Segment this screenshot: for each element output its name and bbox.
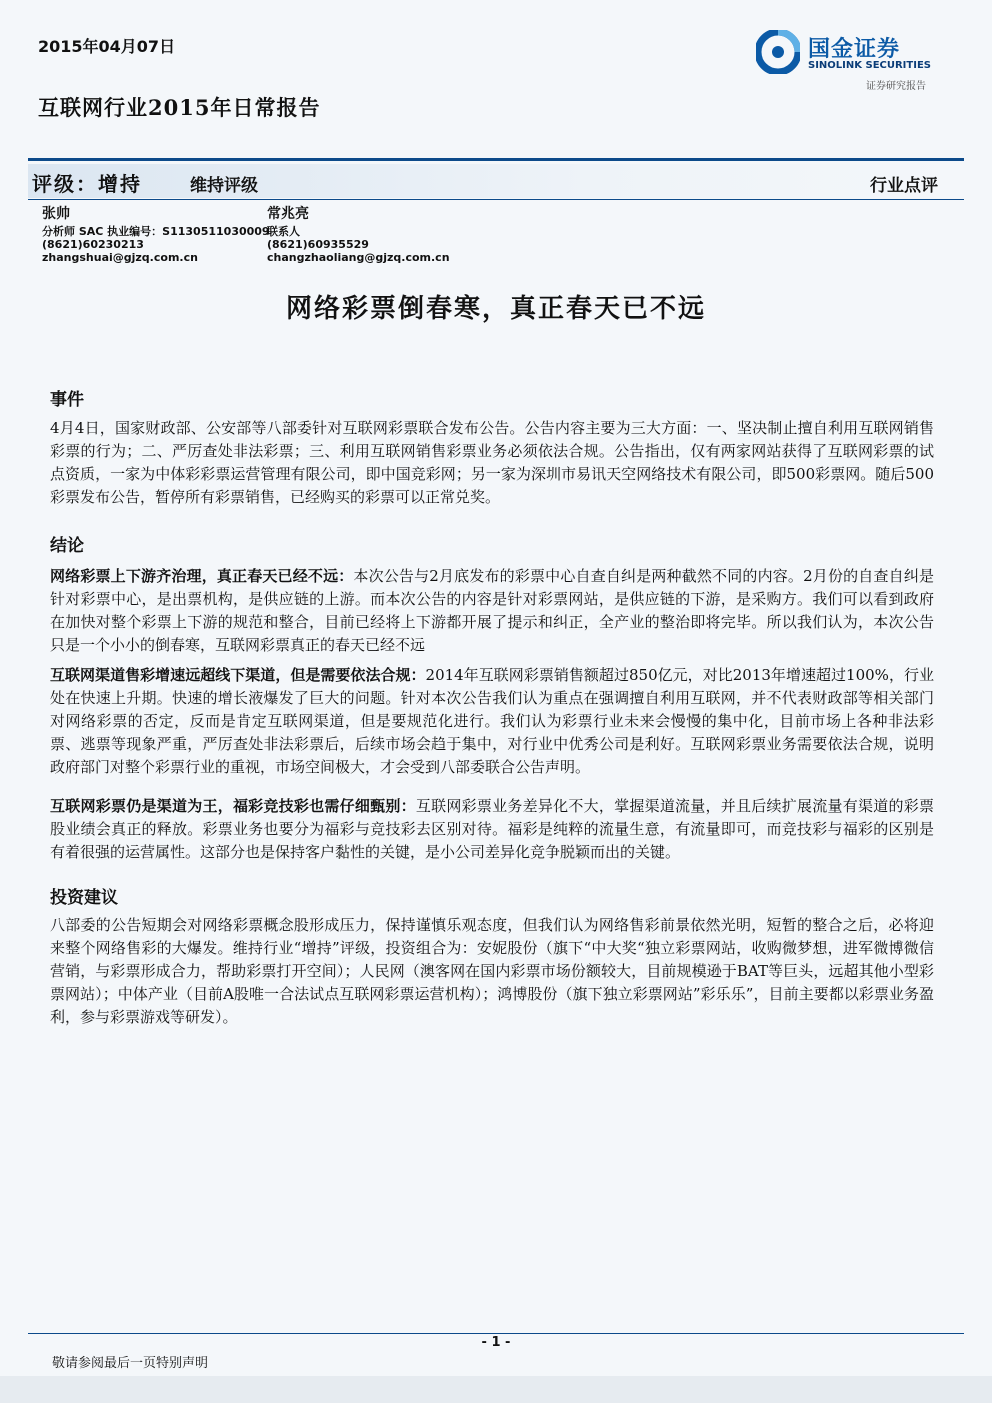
- contact-name: 常兆亮: [267, 206, 309, 222]
- analyst-phone: (8621)60230213: [42, 238, 144, 251]
- report-type: 行业点评: [870, 176, 938, 196]
- conclusion-2-text: 2014年互联网彩票销售额超过850亿元，对比2013年增速超过100%，行业处在快速上升期。快速的增长液爆发了巨大的问题。针对本次公告我们认为重点在强调擅自利用互联网，并不代表财政部等相关部门对网络彩票的否定，反而是肯定互联网渠道，但是要规范化进行。我们认为彩票行业未来会慢慢的集中化，目前市场上各种非法彩票、逃票等现象严重，严厉查处非法彩票后，后续市场会趋于集中，对行业中优秀公司是利好。互联网彩票业务需要依法合规，说明政府部门对整个彩票行业的重视，市场空间极大，才会受到八部委联合公告声明。: [50, 666, 934, 776]
- conclusion-paragraph-2: [50, 664, 934, 779]
- section-title-advice: 投资建议: [50, 888, 118, 908]
- contact-role: 联系人: [267, 225, 300, 238]
- footer-rule: [28, 1333, 964, 1334]
- logo-cn-text: 国金证券: [808, 37, 901, 62]
- section-title-event: 事件: [50, 390, 84, 410]
- rating-maintain: 维持评级: [190, 176, 258, 196]
- footer-disclaimer: 敬请参阅最后一页特别声明: [52, 1356, 209, 1371]
- conclusion-paragraph-3: [50, 795, 934, 864]
- mid-rule: [28, 199, 964, 200]
- footer-band: [0, 1376, 992, 1403]
- analyst-name: 张帅: [42, 206, 70, 222]
- report-date: 2015年04月07日: [38, 37, 176, 56]
- conclusion-1-lead: 网络彩票上下游齐治理，真正春天已经不远：: [50, 567, 354, 585]
- rating-bar: [28, 164, 964, 198]
- rating-label: 评级：增持: [32, 172, 142, 196]
- report-title: 互联网行业2015年日常报告: [38, 95, 321, 120]
- contact-email: changzhaoliang@gjzq.com.cn: [267, 251, 450, 264]
- contact-phone: (8621)60935529: [267, 238, 369, 251]
- advice-paragraph: 八部委的公告短期会对网络彩票概念股形成压力，保持谨慎乐观态度，但我们认为网络售彩前景依然光明，短暂的整合之后，必将迎来整个网络售彩的大爆发。维持行业“增持”评级，投资组合为：安妮股份（旗下“中大奖“独立彩票网站，收购微梦想，进军微博微信营销，与彩票形成合力，帮助彩票打开空间）；人民网（澳客网在国内彩票市场份额较大，目前规模逊于BAT等巨头，远超其他小型彩票网站）；中体产业（目前A股唯一合法试点互联网彩票运营机构）；鸿博股份（旗下独立彩票网站”彩乐乐”，目前主要都以彩票业务盈利，参与彩票游戏等研发）。: [50, 916, 934, 1026]
- page-number: - 1 -: [481, 1335, 511, 1350]
- analyst-card: [42, 208, 270, 264]
- analyst-sac: 分析师 SAC 执业编号：S1130511030009: [42, 225, 270, 238]
- conclusion-paragraph-1: [50, 565, 934, 657]
- event-paragraph: 4月4日，国家财政部、公安部等八部委针对互联网彩票联合发布公告。公告内容主要为三大方面：一、坚决制止擅自利用互联网销售彩票的行为；二、严厉查处非法彩票；三、利用互联网销售彩票业务必须依法合规。公告指出，仅有两家网站获得了互联网彩票的试点资质，一家为中体彩彩票运营管理有限公司，即中国竞彩网；另一家为深圳市易讯天空网络技术有限公司，即500彩票网。随后500彩票发布公告，暂停所有彩票销售，已经购买的彩票可以正常兑奖。: [50, 419, 934, 506]
- sinolink-logo: [756, 30, 946, 90]
- contact-card: [267, 208, 450, 264]
- analyst-email: zhangshuai@gjzq.com.cn: [42, 251, 198, 264]
- logo-sub-text: 证券研究报告: [866, 81, 926, 92]
- conclusion-3-text: 互联网彩票业务差异化不大，掌握渠道流量，并且后续扩展流量有渠道的彩票股业绩会真正的释放。彩票业务也要分为福彩与竞技彩去区别对待。福彩是纯粹的流量生意，有流量即可，而竞技彩与福彩的区别是有着很强的运营属性。这部分也是保持客户黏性的关键，是小公司差异化竞争脱颖而出的关键。: [50, 797, 934, 861]
- conclusion-1-text: 本次公告与2月底发布的彩票中心自查自纠是两种截然不同的内容。2月份的自查自纠是针对彩票中心，是出票机构，是供应链的上游。而本次公告的内容是针对彩票网站，是供应链的下游，是采购方。我们可以看到政府在加快对整个彩票上下游的规范和整合，目前已经将上下游都开展了提示和纠正，全产业的整治即将完毕。所以我们认为，本次公告只是一个小小的倒春寒，互联网彩票真正的春天已经不远: [50, 567, 934, 654]
- top-rule: [28, 158, 964, 161]
- headline: 网络彩票倒春寒，真正春天已不远: [285, 294, 706, 324]
- logo-en-text: SINOLINK SECURITIES: [808, 60, 931, 71]
- conclusion-2-lead: 互联网渠道售彩增速远超线下渠道，但是需要依法合规：: [50, 666, 426, 684]
- section-title-conclusion: 结论: [50, 536, 84, 556]
- conclusion-3-lead: 互联网彩票仍是渠道为王，福彩竞技彩也需仔细甄别：: [50, 797, 416, 815]
- sinolink-logo-icon: [756, 30, 800, 74]
